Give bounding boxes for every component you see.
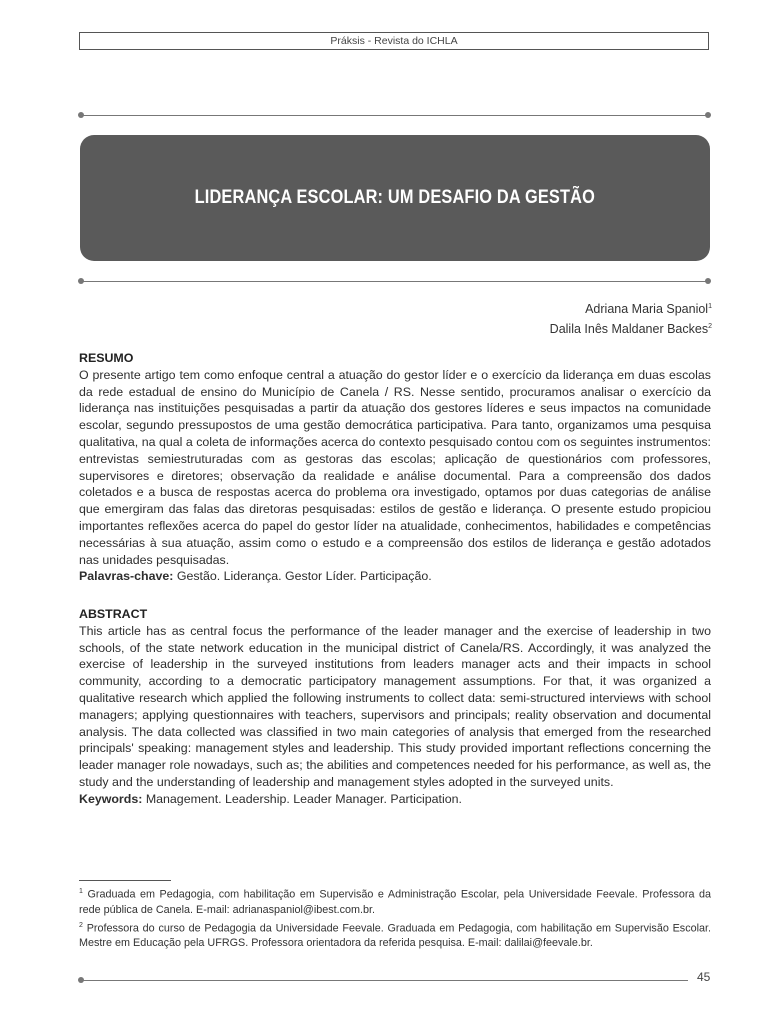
resumo-text: O presente artigo tem como enfoque central a atuação do gestor líder e o exercício da liderança em duas escolas da rede estadual de ensino do Município de Canela / RS. Nesse sentido, procuramos analisar o exercício da liderança nas instituições pesquisadas a partir da atuação dos gestores líderes e seus impactos na comunidade escolar, segundo pressupostos de uma gestão democrática participativa. Para tanto, organizamos uma pesquisa qualitativa, na qual a coleta de informações acerca do contexto pesquisado contou com os seguintes instrumentos: entrevistas semiestruturadas com as gestoras das escolas; aplicação de questionários com professores, supervisores e diretores; observação da realidade e análise documental. Para a compreensão dos dados coletados e a busca de respostas acerca do problema ora investigado, optamos por duas categorias de análise que emergiram das falas das diretoras pesquisadas: estilos de gestão e liderança. O presente estudo propiciou importantes reflexões acerca do papel do gestor líder na atualidade, conhecimentos, habilidades e competências necessárias à sua atuação, assim como o estudo e a compreensão dos estilos de liderança e gestão adotados nas unidades pesquisadas. [79,367,711,567]
bottom-title-divider-right-dot [705,278,711,284]
footnote-ref: 1 [708,303,712,310]
page-number: 45 [697,970,711,984]
article-title: LIDERANÇA ESCOLAR: UM DESAFIO DA GESTÃO [194,187,596,208]
footer-divider [80,980,688,981]
bottom-title-divider-left-dot [78,278,84,284]
footnote-ref: 2 [708,323,712,331]
top-divider-right-dot [705,112,711,118]
abstract-text: This article has as central focus the performance of the leader manager and the exercise of leadership in two schools, of the state network education in the municipal district of Canela/RS. Accordingly, it was analyzed the exercise of leadership in the surveyed institutions from leaders manager acts and their impacts in school community, according to a democratic participatory management assumptions. For that, it was organized a qualitative research which applied the following instruments to collect data: semi-structured interviews with school managers; applying questionnaires with teachers, supervisors and principals; reality observation and documental analysis. The data collected was classified in two main categories of analysis that emerged from the researched principals' speaking: management styles and leadership. This study provided important reflections concerning the leader manager role nowadays, such as; the abilities and competences needed for his performance, as well as, the study and the understanding of leadership and management styles adopted in the surveyed units. [79,623,711,789]
abstract-keywords [79,791,711,808]
author-name: Dalila Inês Maldaner Backes [549,322,709,337]
author-list [550,298,712,338]
title-banner [80,135,710,261]
abstract-heading: ABSTRACT [79,607,148,621]
resumo-keywords [79,568,711,585]
keywords-label: Palavras-chave: [79,569,174,584]
resumo-section [79,350,711,585]
bottom-title-divider [80,281,708,282]
top-divider [80,115,708,116]
top-divider-left-dot [78,112,84,118]
resumo-heading: RESUMO [79,351,134,365]
footnote-mark: 1 [79,888,83,895]
author-name: Adriana Maria Spaniol [585,302,709,317]
footnotes [79,884,711,951]
author-2 [550,318,712,338]
keywords-value: Gestão. Liderança. Gestor Líder. Participação. [176,569,432,584]
keywords-value: Management. Leadership. Leader Manager. Participation. [145,791,462,806]
footnote-separator [79,880,171,881]
footnote-2 [79,918,711,952]
footer-divider-left-dot [78,977,84,983]
footnote-mark: 2 [79,921,83,929]
footnote-text: Professora do curso de Pedagogia da Universidade Feevale. Graduada em Pedagogia, com habilitação em Supervisão Escolar. Mestre em Educação pela UFRGS. Professora orientadora da referida pesquisa. E-mail: dalilai@feevale.br. [79,922,712,950]
running-header [79,32,709,50]
footnote-1 [79,884,711,918]
abstract-section [79,606,711,808]
author-1 [550,298,712,318]
keywords-label: Keywords: [79,791,143,806]
footnote-text: Graduada em Pedagogia, com habilitação em Supervisão e Administração Escolar, pela Universidade Feevale. Professora da rede pública de Canela. E-mail: adrianaspaniol@ibest.com.br. [79,888,711,916]
journal-name: Práksis - Revista do ICHLA [330,35,458,47]
